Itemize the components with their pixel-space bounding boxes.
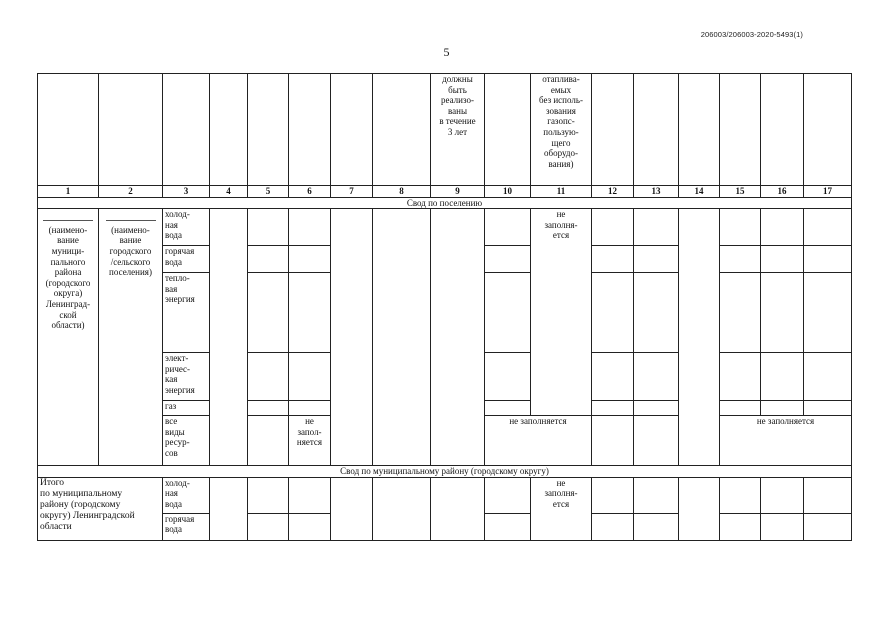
section-settlement-row	[38, 197, 852, 209]
resource-label: тепло- вая энергия	[163, 273, 210, 353]
col-number: 13	[634, 186, 679, 198]
col9-header: должны быть реализо- ваны в течение 3 лет	[431, 74, 485, 186]
resource-label: холод- ная вода	[163, 209, 210, 246]
col-number: 5	[248, 186, 289, 198]
col-number: 15	[720, 186, 761, 198]
report-table	[37, 73, 852, 541]
col-number: 9	[431, 186, 485, 198]
resource-row-cold-water	[38, 209, 852, 246]
not-filled-cell: не запол- няется	[289, 416, 331, 466]
col-number: 2	[99, 186, 163, 198]
section-district-row	[38, 466, 852, 478]
total-row-cold-water	[38, 477, 852, 513]
resource-label: горячая вода	[163, 246, 210, 273]
resource-label: элект- ричес- кая энергия	[163, 353, 210, 401]
col-number: 12	[592, 186, 634, 198]
col-number: 7	[331, 186, 373, 198]
document-id: 206003/206003-2020-5493(1)	[700, 30, 803, 39]
col-number: 14	[679, 186, 720, 198]
section-title: Свод по поселению	[38, 197, 852, 209]
col-number: 17	[804, 186, 852, 198]
settlement-name-cell: (наимено- вание городского /сельского поселения)	[99, 209, 163, 466]
section-title: Свод по муниципальному району (городскому округу)	[38, 466, 852, 478]
col11-header: отаплива- емых без исполь- зования газопс- пользую- щего оборудо- вания)	[531, 74, 592, 186]
resource-label: газ	[163, 401, 210, 416]
resource-label: холод- ная вода	[163, 477, 210, 513]
table-header-row	[38, 74, 852, 186]
not-filled-cell: не заполняется	[485, 416, 592, 466]
total-label: Итого по муниципальному району (городскому округу) Ленинградской области	[38, 477, 163, 540]
col-number: 6	[289, 186, 331, 198]
district-name-cell: (наимено- вание муници- пального района (городского округа) Ленинград- ской области)	[38, 209, 99, 466]
blank-line	[106, 220, 156, 222]
col-number: 8	[373, 186, 431, 198]
col-number: 3	[163, 186, 210, 198]
not-filled-cell: не заполня- ется	[531, 209, 592, 416]
col-number: 1	[38, 186, 99, 198]
not-filled-cell: не заполняется	[720, 416, 852, 466]
page-number: 5	[443, 45, 450, 59]
col-number: 16	[761, 186, 804, 198]
col-number: 11	[531, 186, 592, 198]
col-number: 4	[210, 186, 248, 198]
resource-label: все виды ресур- сов	[163, 416, 210, 466]
not-filled-cell: не заполня- ется	[531, 477, 592, 540]
column-number-row	[38, 186, 852, 198]
col-number: 10	[485, 186, 531, 198]
resource-label: горячая вода	[163, 513, 210, 540]
blank-line	[43, 220, 93, 222]
